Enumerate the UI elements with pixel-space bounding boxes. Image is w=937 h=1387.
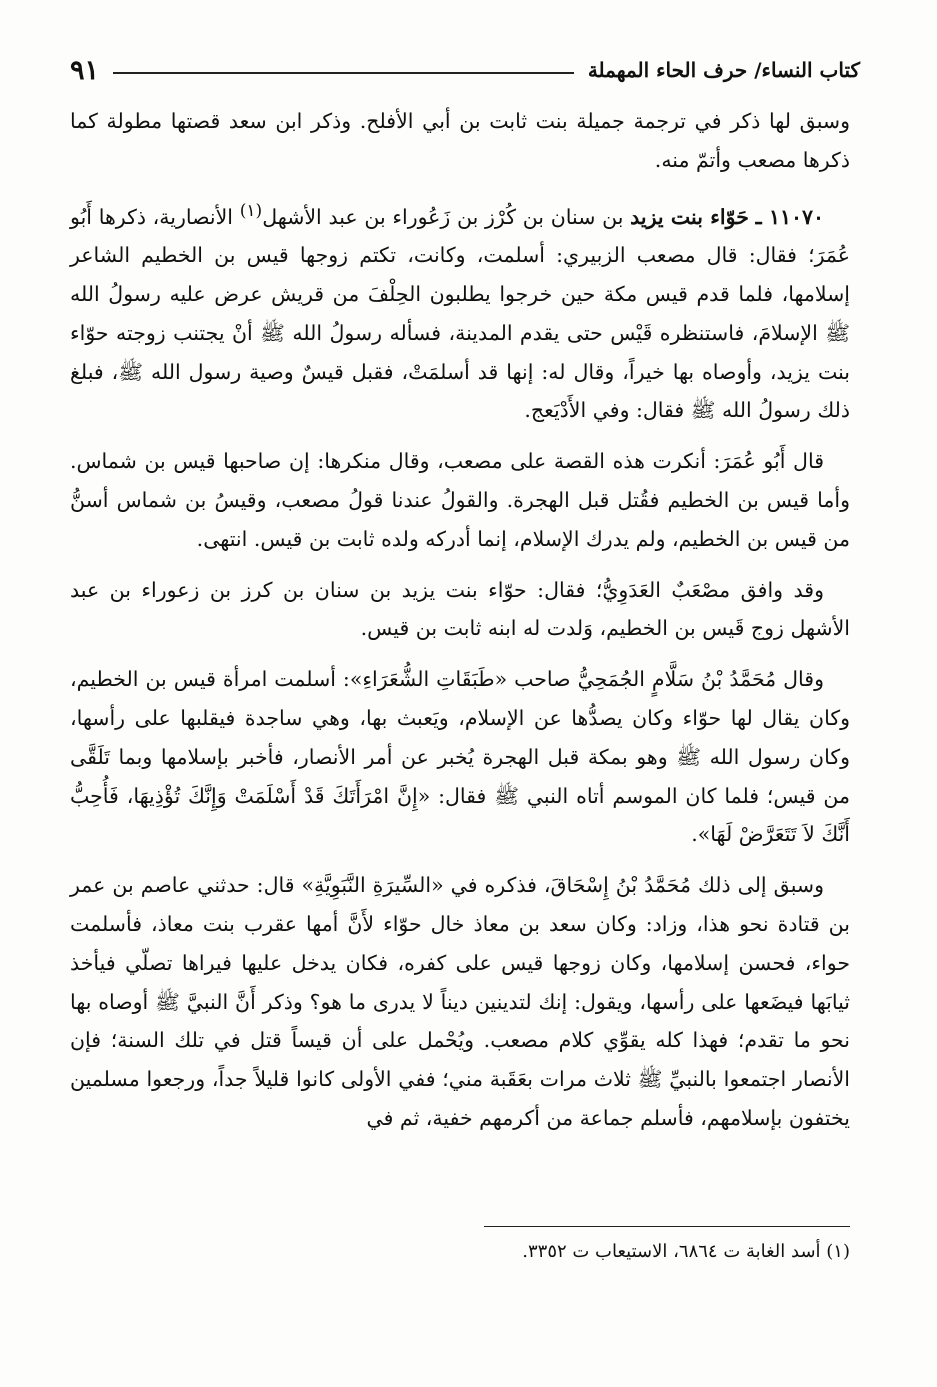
entry-text: بن سنان بن كُرْز بن زَعُوراء بن عبد الأشهل (262, 204, 631, 229)
paragraph: قال أَبُو عُمَرَ: أنكرت هذه القصة على مصعب، وقال منكرها: إن صاحبها قيس بن شماس. وأما قيس بن الخطيم فقُتل قبل الهجرة. والقولُ عندنا قولُ مصعب، وقيسُ بن شماس أسنُّ من قيس بن الخطيم، ولم يدرك الإسلام، إنما أدركه ولده ثابت بن قيس. انتهى. (70, 449, 850, 551)
footnote: (١) أسد الغابة ت ٦٨٦٤، الاستيعاب ت ٣٣٥٢. (522, 1241, 850, 1262)
paragraph: وقد وافق مصْعَبٌ العَدَوِيُّ؛ فقال: حوّاء بنت يزيد بن سنان بن كرز بن زعوراء بن عبد الأشهل زوج قَيس بن الخطيم، وَلدت له ابنه ثابت بن قيس. (70, 577, 850, 641)
paragraph: وسبق إلى ذلك مُحَمَّدُ بْنُ إِسْحَاقَ، فذكره في «السِّيرَةِ النَّبَوِيَّةِ» قال: حدثني عاصم بن عمر بن قتادة نحو هذا، وزاد: وكان سعد بن معاذ خال حوّاء لأَنَّ أمها عقرب بنت معاذ، فأسلمت حواء، فحسن إسلامها، وكان زوجها قيس على كفره، فكان يدخل عليها فيراها تصلّي فيأخذ ثيابَها فيضَعها على رأسها، ويقول: إنك لتدينين ديناً لا يدرى ما هو؟ وذكر أَنَّ النبيَّ ﷺ أوصاه بها نحو ما تقدم؛ فهذا كله يقوِّي كلام مصعب. ويُحْمل على أن قيساً قتل في تلك السنة؛ فإن الأنصار اجتمعوا بالنبيِّ ﷺ ثلاث مرات بعَقَبة مني؛ ففي الأولى كانوا قليلاً جداً، ورجعوا مسلمين يختفون بإسلامهم، فأسلم جماعة من أكرمهم خفية، ثم في (70, 873, 850, 1130)
body-text (70, 102, 850, 1150)
entry-text-continued: الأنصارية، ذكرها أَبُو عُمَرَ؛ فقال: قال مصعب الزبيري: أسلمت، وكانت، تكتم زوجها قيس بن الخطيم الشاعر إسلامها، فلما قدم قيس مكة حين خرجوا يطلبون الحِلْفَ من قريش عرض عليه رسولُ الله ﷺ الإسلامَ، فاستنظره قَيْس حتى يقدم المدينة، فسأله رسولُ الله ﷺ أنْ يجتنب زوجته حوّاء بنت يزيد، وأوصاه بها خيراً، وقال له: إنها قد أسلمَتْ، فقبل قيسٌ وصية رسول الله ﷺ، فبلغ ذلك رسولُ الله ﷺ فقال: وفي الأَدْيَعج. (70, 204, 850, 423)
running-title: كتاب النساء/ حرف الحاء المهملة (587, 58, 860, 82)
entry-name: حَوّاء بنت يزيد (630, 204, 749, 229)
footnote-ref: (١) (239, 200, 263, 221)
entry-paragraph (70, 192, 850, 431)
footnote-separator (484, 1226, 850, 1227)
page-number: ٩١ (70, 54, 100, 86)
paragraph: وسبق لها ذكر في ترجمة جميلة بنت ثابت بن أبي الأفلح. وذكر ابن سعد قصتها مطولة كما ذكرها مصعب وأتمّ منه. (70, 109, 850, 172)
page-header (70, 50, 860, 90)
entry-number: ١١٠٧٠ ـ (755, 204, 824, 229)
header-rule (113, 72, 574, 74)
paragraph: وقال مُحَمَّدُ بْنُ سَلَّامٍ الجُمَحِيُّ صاحب «طَبَقَاتِ الشُّعَرَاءِ»: أسلمت امرأة قيس بن الخطيم، وكان يقال لها حوّاء وكان يصدُّها عن الإسلام، ويَعبث بها، وهي ساجدة فيقلبها على رأسها، وكان رسول الله ﷺ وهو بمكة قبل الهجرة يُخبر عن أمر الأنصار، فأخبر بإسلامها وبما تَلَقَّى من قيس؛ فلما كان الموسم أتاه النبي ﷺ فقال: «إِنَّ امْرَأَتَكَ قَدْ أَسْلَمَتْ وَإِنَّكَ تُؤْذِيهَا، فَأُحِبُّ أَنَّكَ لاَ تَتَعَرَّضْ لَهَا». (70, 667, 850, 847)
